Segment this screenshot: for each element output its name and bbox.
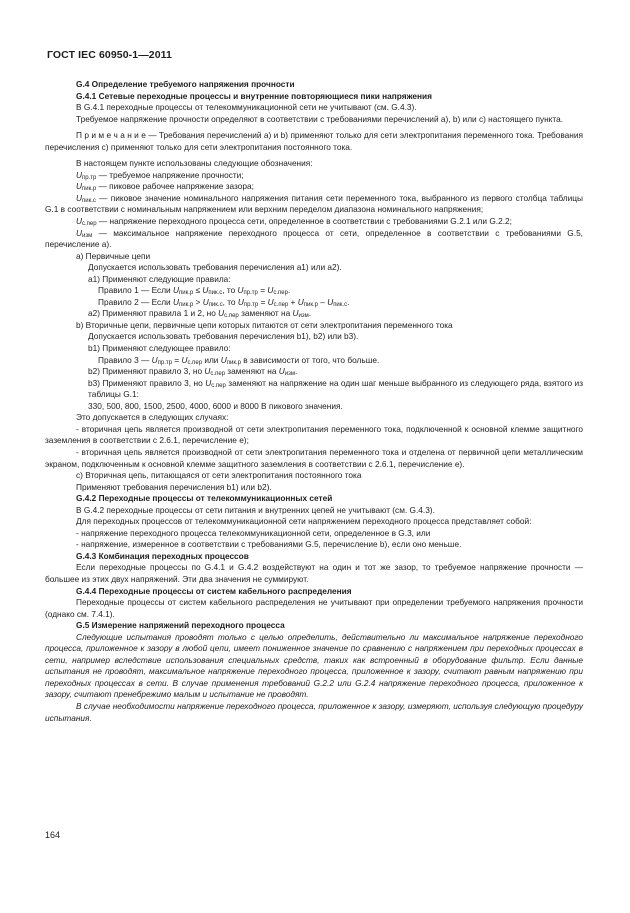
symbol-definition: $U_{пик.р}$ — пиковое рабочее напряжение зазора; — [76, 181, 254, 193]
list-item: Допускается использовать требования перечисления b1), b2) или b3). — [88, 331, 359, 342]
dash-item: - напряжение, измеренное в соответствии с требованиями G.5, перечисление b), если оно меньше. — [76, 539, 462, 550]
value-series: 330, 500, 800, 1500, 2500, 4000, 6000 и 8000 В пикового значения. — [88, 400, 343, 411]
symbol-definition: $U_{изм}$ — максимальное напряжение переходного процесса от сети, определенное в соответствии с требованиями G.5, перечисление а). — [45, 227, 583, 250]
dash-item: - вторичная цепь является производной от сети электропитания переменного тока, подключенной к основной клемме защитного заземления в соответствии с 2.6.1, перечисление е); — [45, 423, 583, 446]
dash-item: - вторичная цепь является производной от сети электропитания переменного тока и отделена от первичной цепи металлическим экраном, подключенным к основной клемме защитного заземления в соответствии с 2.6.1, перечисление е). — [45, 446, 583, 469]
subsection-heading: G.4.1 Сетевые переходные процессы и внутренние повторяющиеся пики напряжения — [76, 90, 432, 101]
symbol-definition: $U_{пр.тр}$ — требуемое напряжение прочности; — [76, 169, 244, 181]
list-item: b1) Применяют следующее правило: — [88, 343, 231, 354]
list-item: b2) Применяют правило 3, но $U_{с.пер}$ заменяют на $U_{изм}$. — [88, 366, 298, 378]
page-number: 164 — [45, 830, 61, 840]
paragraph: Применяют требования перечисления b1) или b2). — [76, 481, 272, 492]
rule-formula: Правило 3 — $U_{пр.тр} = U_{с.пер}$ или $U_{пик.р}$ в зависимости от того, что больше. — [98, 354, 380, 366]
italic-paragraph: В случае необходимости напряжение переходного процесса, приложенное к зазору, измеряют, используя следующую процедуру испытания. — [45, 700, 583, 723]
rule-formula: Правило 2 — Если $U_{пик.р} > U_{пик.с}$, то $U_{пр.тр} = U_{с.пер} + U_{пик.р} - U_{пик.с}$. — [98, 296, 350, 308]
paragraph: Если переходные процессы по G.4.1 и G.4.2 воздействуют на один и тот же зазор, то требуемое напряжение прочности — большее из этих двух напряжений. Эти два значения не суммируют. — [45, 562, 583, 584]
italic-paragraph: Следующие испытания проводят только с целью определить, действительно ли максимальное напряжение переходного процесса, приложенное к зазору в любой цепи, имеет пониженное значение по сравнению с напряжением при переходных процессах в сети, например вследствие использования специальных средств, таких как встроенный в оборудование фильтр. Если данные испытания не проводят, максимальное напряжение переходного процесса, приложенное к зазору, считают равным напряжению при переходных процессах в сети. В случае применения требований G.2.2 или G.2.4 напряжение переходного процесса, приложенное к зазору, считают пренебрежимо малым и испытание не проводят. — [45, 631, 583, 700]
section-heading: G.4 Определение требуемого напряжения прочности — [76, 79, 295, 89]
list-item: с) Вторичная цепь, питающаяся от сети электропитания постоянного тока — [76, 470, 362, 481]
note-paragraph: П р и м е ч а н и е — Требования перечислений а) и b) применяют только для сети электропитания переменного тока. Требования перечисления с) применяют только для сети электропитания постоянного тока. — [45, 130, 583, 152]
document-body — [45, 79, 583, 724]
list-item: а1) Применяют следующие правила: — [88, 273, 231, 284]
rule-formula: Правило 1 — Если $U_{пик.р} \le U_{пик.с}$, то $U_{пр.тр} = U_{с.пер}$. — [98, 285, 291, 297]
list-item: Допускается использовать требования перечисления а1) или а2). — [88, 262, 342, 273]
paragraph: В G.4.1 переходные процессы от телекоммуникационной сети не учитывают (см. G.4.3). — [76, 102, 417, 113]
paragraph: Это допускается в следующих случаях: — [76, 412, 229, 423]
paragraph: Требуемое напряжение прочности определяют в соответствии с требованиями перечислений a), b) или с) настоящего пункта. — [76, 113, 564, 124]
subsection-heading: G.4.4 Переходные процессы от систем кабельного распределения — [76, 585, 352, 596]
paragraph: В настоящем пункте использованы следующие обозначения: — [76, 158, 313, 169]
dash-item: - напряжение переходного процесса телекоммуникационной сети, определенное в G.3, или — [76, 527, 431, 538]
paragraph: Для переходных процессов от телекоммуникационной сети напряжением переходного процесса представляет собой: — [76, 516, 532, 527]
symbol-definition: $U_{пик.с}$ — пиковое значение номинального напряжения питания сети переменного тока, выбранного из первого столбца таблицы G.1 в соответствии с номинальным напряжением или верхним переделом диапазона номинального напряжения; — [45, 192, 583, 215]
list-item: b3) Применяют правило 3, но $U_{с.пер}$ заменяют на напряжение на один шаг меньше выбранного из следующего ряда, взятого из таблицы G.1: — [88, 377, 583, 400]
paragraph: Переходные процессы от систем кабельного распределения не учитывают при определении требуемого напряжения прочности (однако см. 7.4.1). — [45, 597, 583, 619]
section-heading: G.5 Измерение напряжений переходного процесса — [76, 620, 285, 631]
subsection-heading: G.4.2 Переходные процессы от телекоммуникационных сетей — [76, 493, 333, 504]
list-item: а2) Применяют правила 1 и 2, но $U_{с.пер}$ заменяют на $U_{изм}$. — [88, 308, 312, 320]
list-item: а) Первичные цепи — [76, 250, 151, 261]
symbol-definition: $U_{с.пер}$ — напряжение переходного процесса сети, определенное в соответствии с требованиями G.2.1 или G.2.2; — [76, 216, 512, 228]
list-item: b) Вторичные цепи, первичные цепи которых питаются от сети электропитания переменного тока — [76, 319, 453, 330]
paragraph: В G.4.2 переходные процессы от сети питания и внутренних цепей не учитывают (см. G.4.3). — [76, 504, 435, 515]
subsection-heading: G.4.3 Комбинация переходных процессов — [76, 550, 249, 561]
standard-header: ГОСТ IEC 60950-1—2011 — [47, 49, 172, 61]
